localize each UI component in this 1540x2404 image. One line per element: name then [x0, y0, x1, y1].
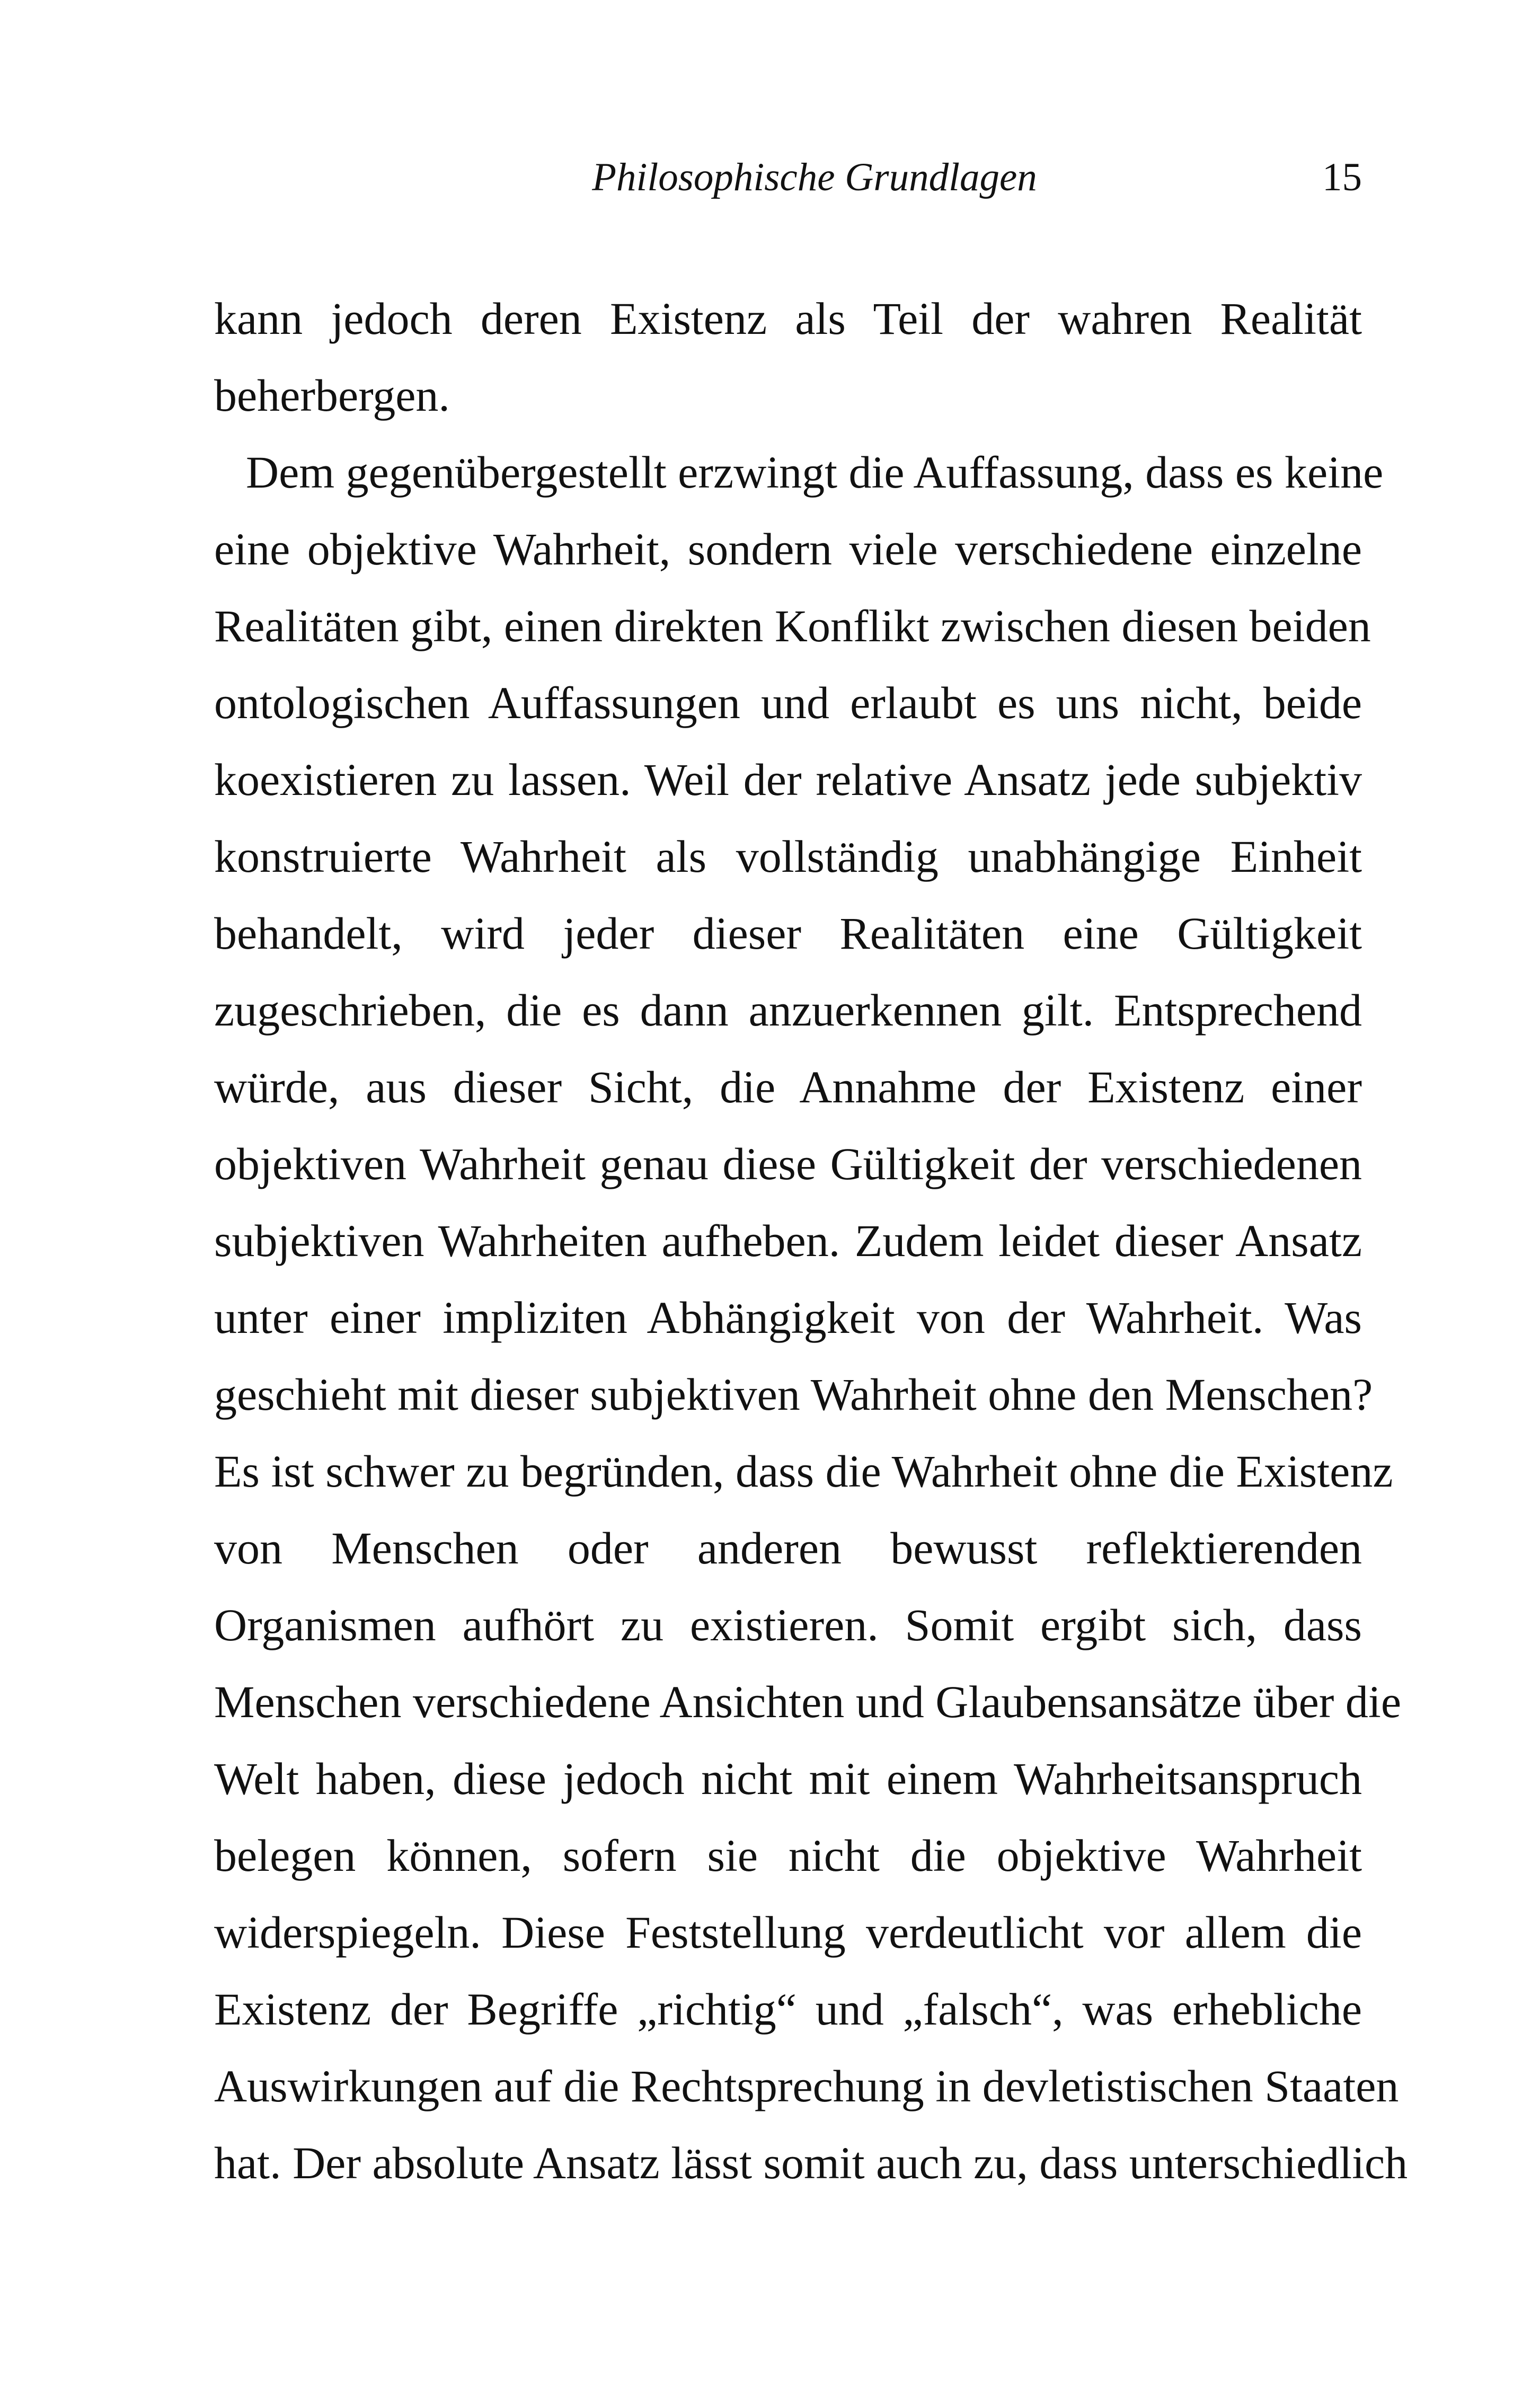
text-line: Organismen aufhört zu existieren. Somit ergibt sich, dass	[214, 1599, 1362, 1650]
text-line: Welt haben, diese jedoch nicht mit einem Wahrheitsanspruch	[214, 1753, 1362, 1804]
text-line: Realitäten gibt, einen direkten Konflikt zwischen diesen beiden	[214, 600, 1371, 651]
text-line: ontologischen Auffassungen und erlaubt es uns nicht, beide	[214, 677, 1362, 728]
page-number: 15	[1322, 155, 1362, 199]
text-line: subjektiven Wahrheiten aufheben. Zudem leidet dieser Ansatz	[214, 1215, 1362, 1266]
text-line: eine objektive Wahrheit, sondern viele verschiedene einzelne	[214, 524, 1362, 575]
text-line: Dem gegenübergestellt erzwingt die Auffassung, dass es keine	[246, 447, 1384, 498]
text-line: belegen können, sofern sie nicht die objektive Wahrheit	[214, 1830, 1362, 1881]
text-line: von Menschen oder anderen bewusst reflektierenden	[214, 1523, 1362, 1574]
text-line: hat. Der absolute Ansatz lässt somit auch zu, dass unterschiedlich	[214, 2137, 1408, 2188]
text-line: beherbergen.	[214, 370, 450, 421]
text-line: Existenz der Begriffe „richtig“ und „falsch“, was erhebliche	[214, 1984, 1362, 2035]
text-line: unter einer impliziten Abhängigkeit von der Wahrheit. Was	[214, 1292, 1362, 1343]
text-line: widerspiegeln. Diese Feststellung verdeutlicht vor allem die	[214, 1907, 1362, 1958]
text-line: würde, aus dieser Sicht, die Annahme der Existenz einer	[214, 1062, 1362, 1112]
running-head	[214, 154, 1362, 201]
text-line: objektiven Wahrheit genau diese Gültigkeit der verschiedenen	[214, 1138, 1362, 1189]
text-line: Auswirkungen auf die Rechtsprechung in devletistischen Staaten	[214, 2061, 1399, 2111]
running-title: Philosophische Grundlagen	[592, 155, 1037, 199]
text-line: konstruierte Wahrheit als vollständig unabhängige Einheit	[214, 831, 1362, 882]
text-line: zugeschrieben, die es dann anzuerkennen gilt. Entsprechend	[214, 985, 1362, 1036]
text-line: Menschen verschiedene Ansichten und Glaubensansätze über die	[214, 1676, 1401, 1727]
text-line: kann jedoch deren Existenz als Teil der wahren Realität	[214, 293, 1362, 344]
text-line: koexistieren zu lassen. Weil der relative Ansatz jede subjektiv	[214, 754, 1362, 805]
text-line: geschieht mit dieser subjektiven Wahrheit ohne den Menschen?	[214, 1369, 1373, 1420]
text-line: Es ist schwer zu begründen, dass die Wahrheit ohne die Existenz	[214, 1446, 1393, 1497]
text-line: behandelt, wird jeder dieser Realitäten eine Gültigkeit	[214, 908, 1362, 959]
body-text	[214, 280, 1408, 2202]
